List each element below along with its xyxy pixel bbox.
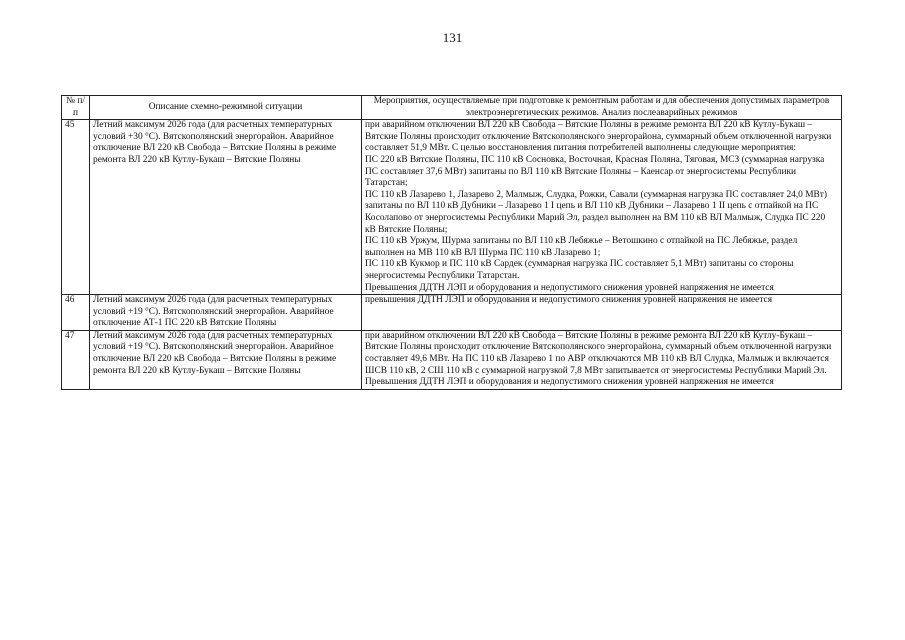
row-measures bbox=[362, 120, 842, 295]
table-row bbox=[62, 295, 842, 331]
measure-conclusion: Превышения ДДТН ЛЭП и оборудования и недопустимого снижения уровней напряжения не имеется bbox=[365, 282, 774, 293]
row-description: Летний максимум 2026 года (для расчетных температурных условий +30 °С). Вятскополянский энергорайон. Аварийное отключение ВЛ 220 кВ Свобода – Вятские Поляны в режиме ремонта ВЛ 220 кВ Кутлу-Букаш – Вятские Поляны bbox=[90, 120, 362, 295]
header-measures: Мероприятия, осуществляемые при подготовке к ремонтным работам и для обеспечения допустимых параметров электроэнергетических режимов. Анализ послеаварийных режимов bbox=[362, 96, 842, 120]
measure-paragraph: ПС 220 кВ Вятские Поляны, ПС 110 кВ Сосновка, Восточная, Красная Поляна, Тяговая, МСЗ (суммарная нагрузка ПС составляет 37,6 МВт) запитаны по ВЛ 110 кВ Вятские Поляны – Каенсар от энергосистемы Республики Татарстан; bbox=[365, 154, 825, 189]
row-num: 47 bbox=[62, 330, 90, 389]
row-description: Летний максимум 2026 года (для расчетных температурных условий +19 °С). Вятскополянский энергорайон. Аварийное отключение АТ-1 ПС 220 кВ Вятские Поляны bbox=[90, 295, 362, 331]
row-measures bbox=[362, 295, 842, 331]
measure-conclusion: Превышения ДДТН ЛЭП и оборудования и недопустимого снижения уровней напряжения не имеется bbox=[365, 377, 774, 388]
header-num: № п/п bbox=[62, 96, 90, 120]
row-num: 46 bbox=[62, 295, 90, 331]
table-row bbox=[62, 330, 842, 389]
header-description: Описание схемно-режимной ситуации bbox=[90, 96, 362, 120]
measure-paragraph: ПС 110 кВ Лазарево 1, Лазарево 2, Малмыж, Слудка, Рожки, Савали (суммарная нагрузка ПС составляет 24,0 МВт) запитаны по ВЛ 110 кВ Дубники – Лазарево 1 I цепь и ВЛ 110 кВ Дубники – Лазарево 1 II цепь с отпайкой на ПС Косолапово от энергосистемы Республики Марий Эл, раздел выполнен на ВМ 110 кВ ВЛ Малмыж, Слудка ПС 220 кВ Вятские Поляны; bbox=[365, 189, 827, 235]
row-description: Летний максимум 2026 года (для расчетных температурных условий +19 °С). Вятскополянский энергорайон. Аварийное отключение ВЛ 220 кВ Свобода – Вятские Поляны в режиме ремонта ВЛ 220 кВ Кутлу-Букаш – Вятские Поляны bbox=[90, 330, 362, 389]
measure-paragraph: при аварийном отключении ВЛ 220 кВ Свобода – Вятские Поляны в режиме ремонта ВЛ 220 кВ Кутлу-Букаш – Вятские Поляны происходит отключение Вятскополянского энергорайона, суммарный объем отключенной нагрузки составляет 51,9 МВт. С целью восстановления питания потребителей выполнены следующие мероприятия: bbox=[365, 120, 832, 154]
table-header-row bbox=[62, 96, 842, 120]
table-row bbox=[62, 120, 842, 295]
measure-conclusion: превышения ДДТН ЛЭП и оборудования и недопустимого снижения уровней напряжения не имеется bbox=[365, 295, 773, 306]
row-measures bbox=[362, 330, 842, 389]
row-num: 45 bbox=[62, 120, 90, 295]
measure-paragraph: ПС 110 кВ Кукмор и ПС 110 кВ Сардек (суммарная нагрузка ПС составляет 5,1 МВт) запитаны со стороны энергосистемы Республики Татарстан. bbox=[365, 259, 794, 281]
measure-paragraph: при аварийном отключении ВЛ 220 кВ Свобода – Вятские Поляны в режиме ремонта ВЛ 220 кВ Кутлу-Букаш – Вятские Поляны происходит отключение Вятскополянского энергорайона, суммарный объем отключенной нагрузки составляет 49,6 МВт. На ПС 110 кВ Лазарево 1 по АВР отключаются МВ 110 кВ ВЛ Слудка, Малмыж и включается ШСВ 110 кВ, 2 СШ 110 кВ с суммарной нагрузкой 7,8 МВт запитывается от энергосистемы Республики Марий Эл. bbox=[365, 330, 832, 376]
page-number: 131 bbox=[442, 30, 463, 45]
scenario-table bbox=[61, 95, 842, 390]
measure-paragraph: ПС 110 кВ Уржум, Шурма запитаны по ВЛ 110 кВ Лебяжье – Ветошкино с отпайкой на ПС Лебяжье, раздел выполнен на МВ 110 кВ ВЛ Шурма ПС 110 кВ Лазарево 1; bbox=[365, 236, 798, 258]
